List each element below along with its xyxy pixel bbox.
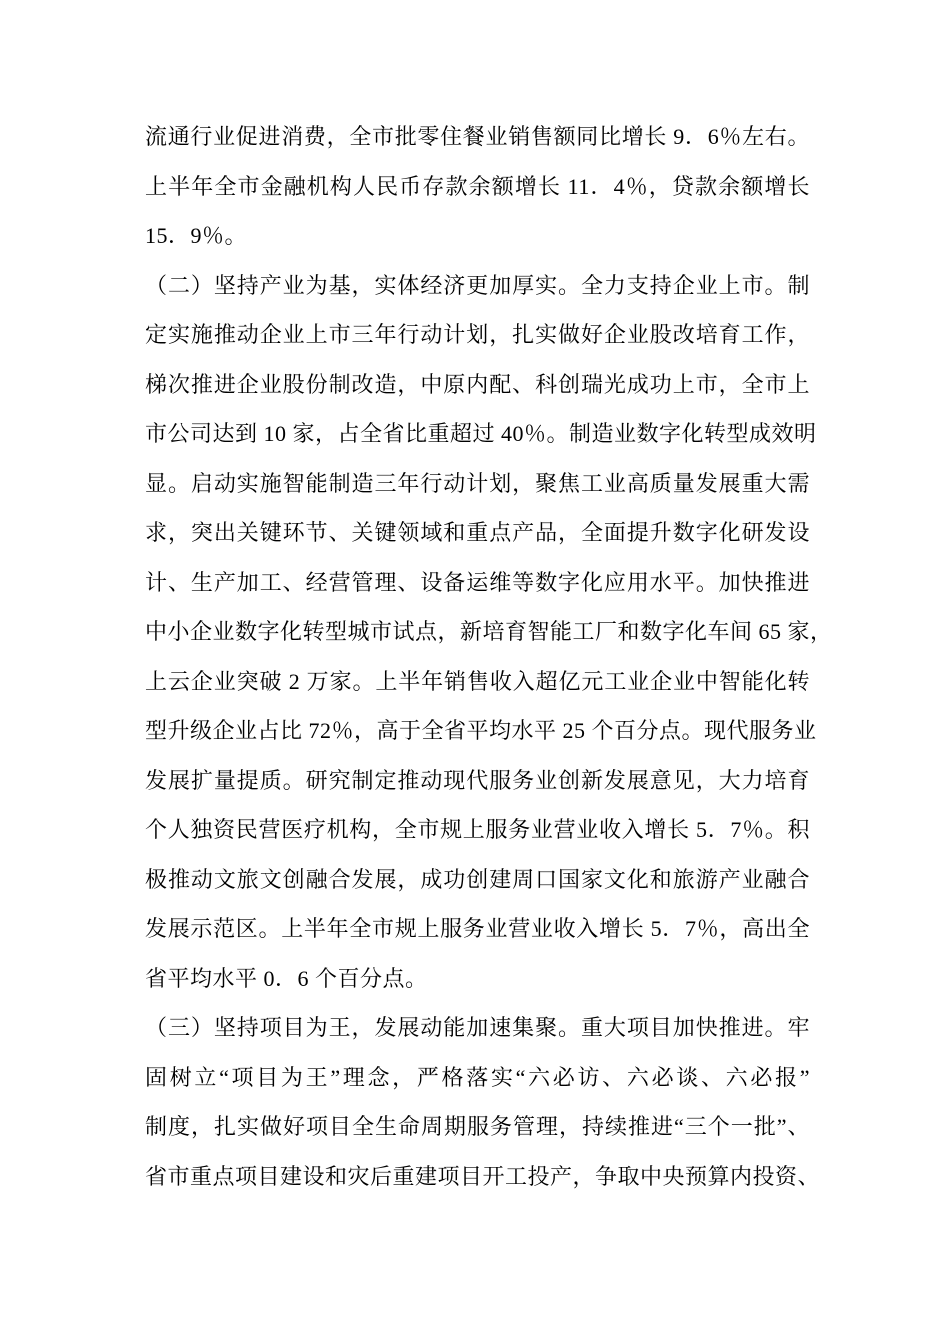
text-line: （二）坚持产业为基，实体经济更加厚实。全力支持企业上市。制 [145,272,810,298]
document-text-block [145,112,833,1201]
text-line: 省平均水平 0．6 个百分点。 [145,965,428,991]
text-line: 极推动文旅文创融合发展，成功创建周口国家文化和旅游产业融合 [145,866,810,892]
text-line: 上云企业突破 2 万家。上半年销售收入超亿元工业企业中智能化转 [145,668,810,694]
text-line: 省市重点项目建设和灾后重建项目开工投产，争取中央预算内投资、 [145,1163,821,1189]
text-line: 15．9％。 [145,223,248,248]
text-line: 个人独资民营医疗机构，全市规上服务业营业收入增长 5．7％。积 [145,817,810,842]
text-line: 梯次推进企业股份制改造，中原内配、科创瑞光成功上市，全市上 [145,371,810,397]
text-line: 中小企业数字化转型城市试点，新培育智能工厂和数字化车间 65 家， [145,619,833,644]
text-line: 上半年全市金融机构人民币存款余额增长 11．4％，贷款余额增长 [145,173,810,199]
text-line: 显。启动实施智能制造三年行动计划，聚焦工业高质量发展重大需 [145,470,810,496]
text-line: 定实施推动企业上市三年行动计划，扎实做好企业股改培育工作， [145,322,810,347]
text-line: 制度，扎实做好项目全生命周期服务管理，持续推进“三个一批”、 [145,1114,810,1139]
text-line: 市公司达到 10 家，占全省比重超过 40％。制造业数字化转型成效明 [145,421,817,446]
text-line: 固树立“项目为王”理念，严格落实“六必访、六必谈、六必报” [145,1064,810,1090]
text-line: 计、生产加工、经营管理、设备运维等数字化应用水平。加快推进 [145,569,810,595]
text-line: （三）坚持项目为王，发展动能加速集聚。重大项目加快推进。牢 [145,1015,810,1040]
text-line: 发展扩量提质。研究制定推动现代服务业创新发展意见，大力培育 [145,767,810,793]
text-line: 流通行业促进消费，全市批零住餐业销售额同比增长 9．6％左右。 [145,124,810,149]
text-line: 求，突出关键环节、关键领域和重点产品，全面提升数字化研发设 [145,520,810,545]
text-line: 发展示范区。上半年全市规上服务业营业收入增长 5．7％，高出全 [145,916,810,941]
text-line: 型升级企业占比 72％，高于全省平均水平 25 个百分点。现代服务业 [145,718,817,743]
